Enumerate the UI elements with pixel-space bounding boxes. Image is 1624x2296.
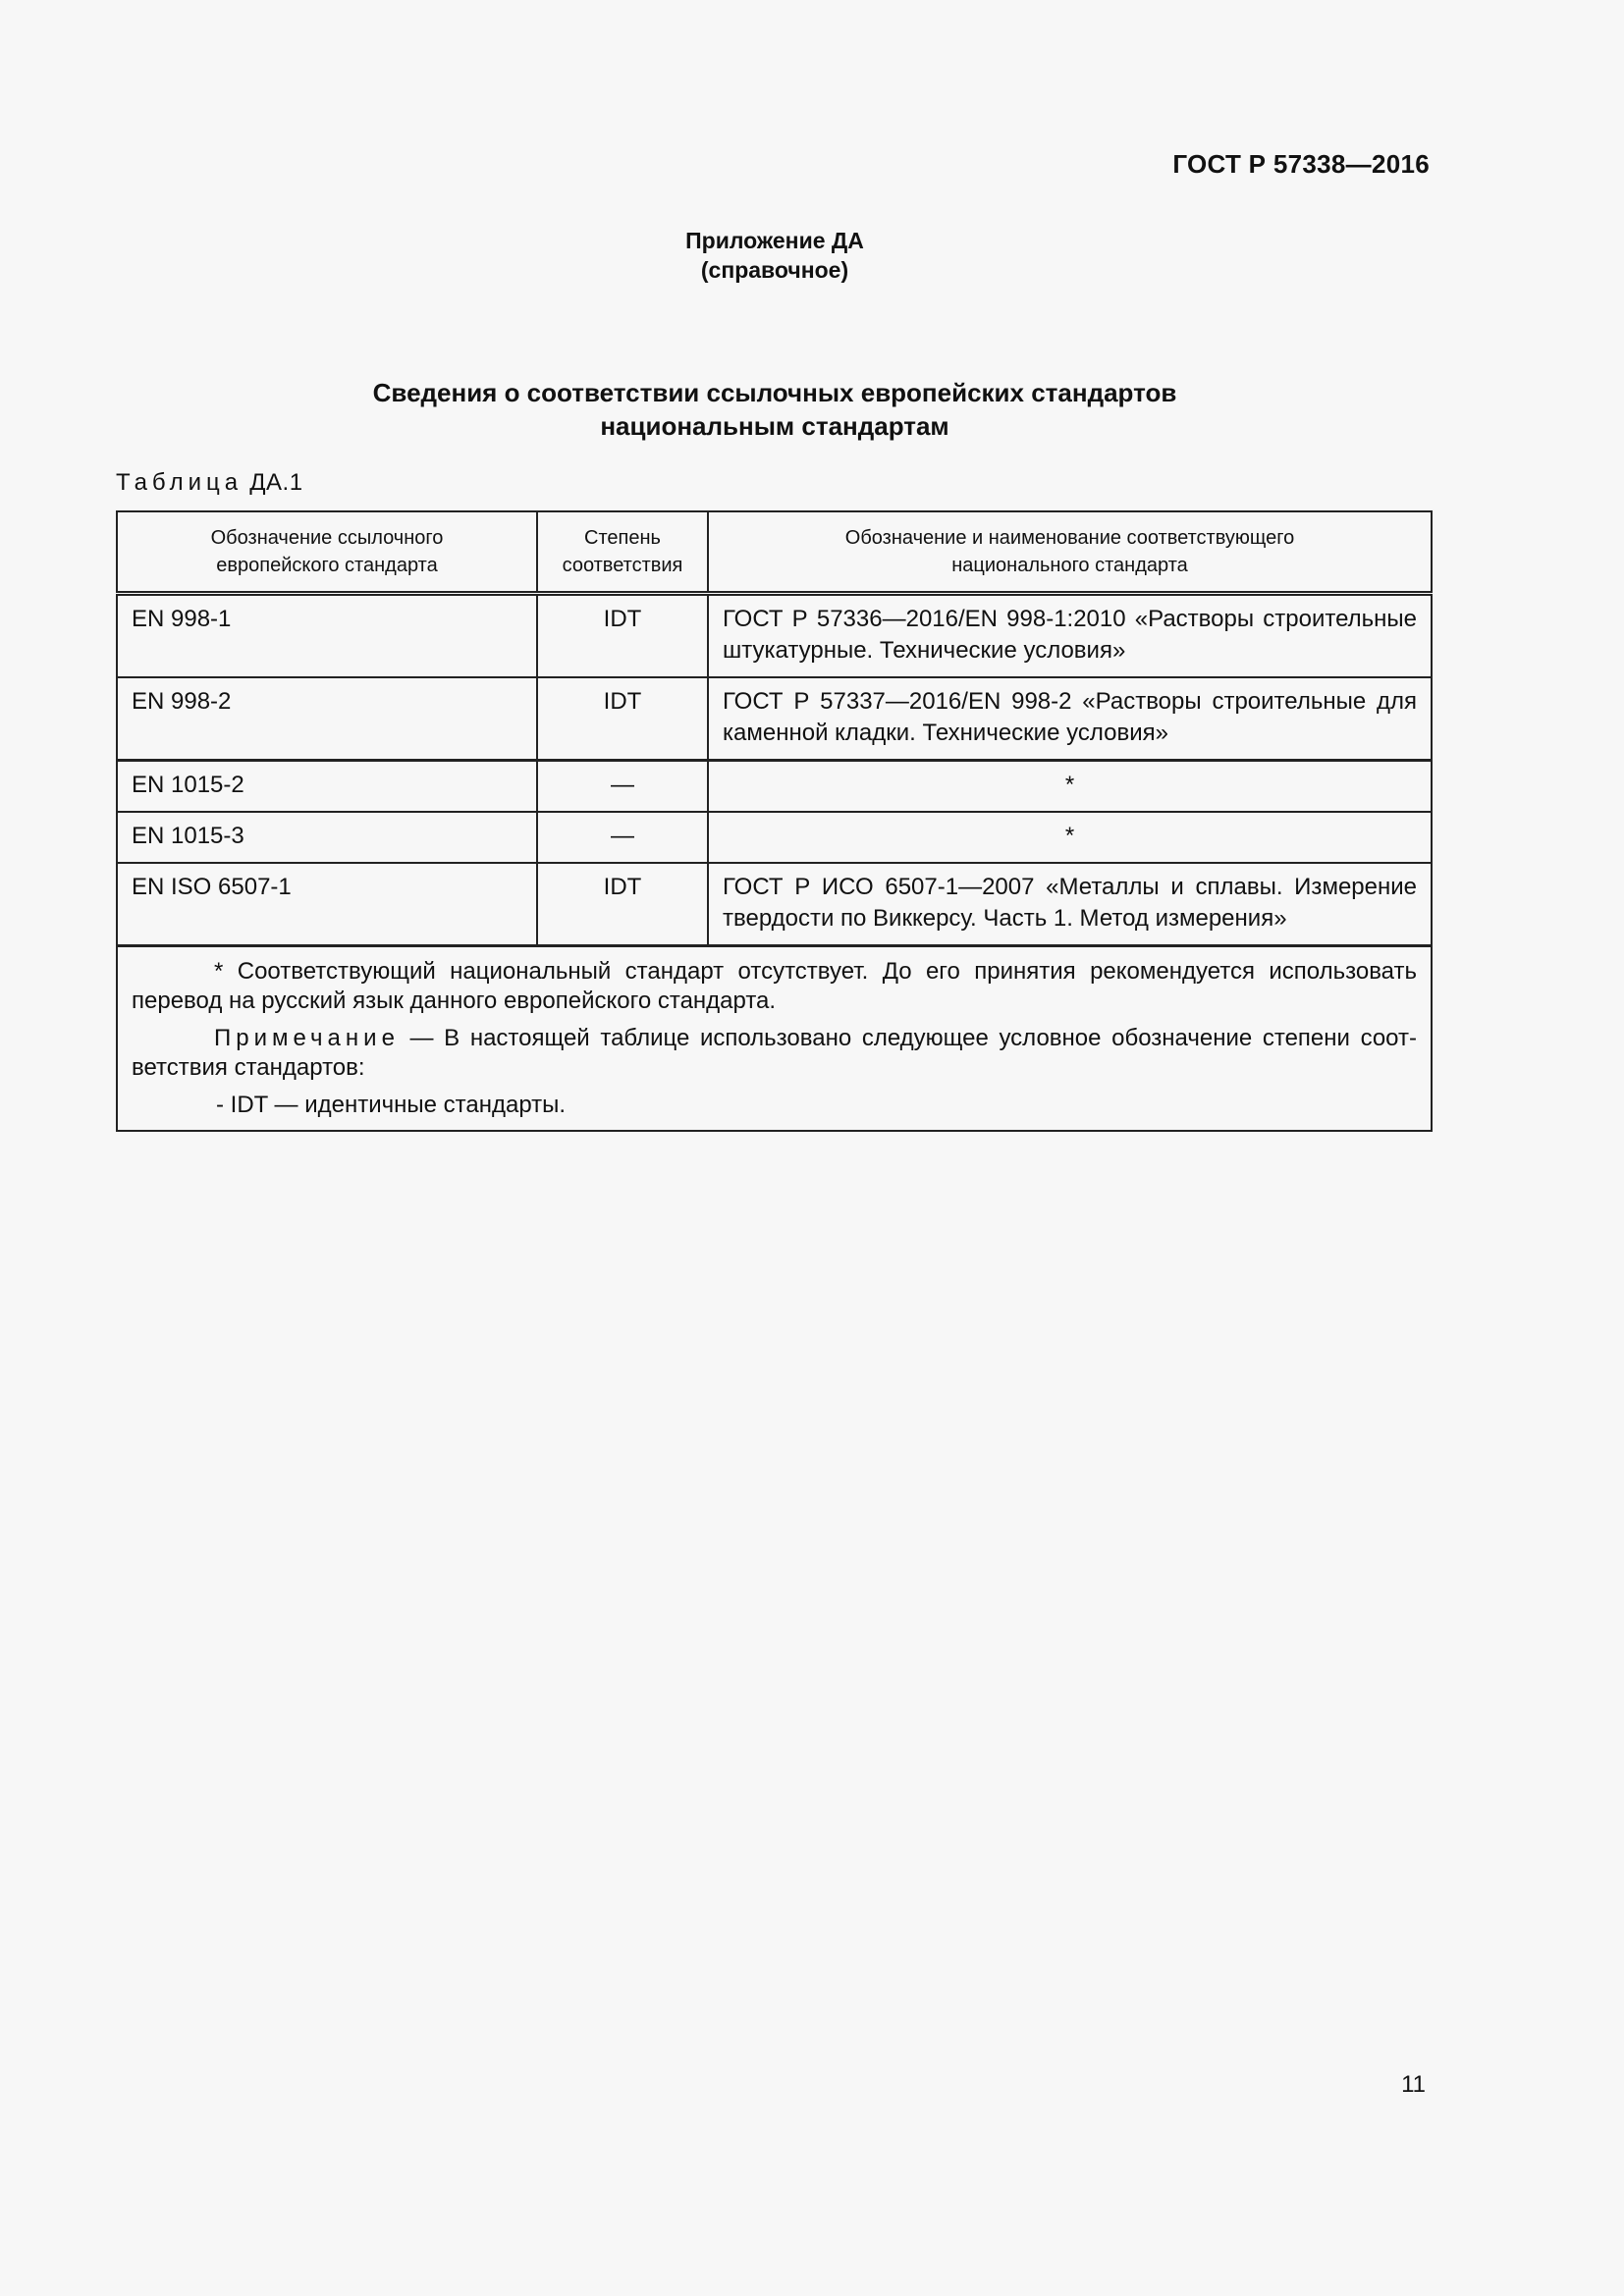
european-standard-code: EN 1015-3 bbox=[117, 812, 537, 863]
table-row bbox=[117, 863, 1432, 946]
correspondence-degree: — bbox=[537, 812, 708, 863]
national-standard-name: ГОСТ Р 57336—2016/EN 998-1:2010 «Растворы строительные штукатурные. Технические условия» bbox=[708, 594, 1432, 678]
european-standard-code: EN 1015-2 bbox=[117, 761, 537, 813]
table-row bbox=[117, 594, 1432, 678]
footnote-cell bbox=[117, 946, 1432, 1132]
document-code: ГОСТ Р 57338—2016 bbox=[1172, 149, 1430, 179]
appendix-heading bbox=[0, 226, 1549, 285]
section-title bbox=[0, 376, 1549, 443]
european-standard-code: EN 998-2 bbox=[117, 677, 537, 761]
correspondence-degree: IDT bbox=[537, 677, 708, 761]
national-standard-name: ГОСТ Р 57337—2016/EN 998-2 «Растворы строительные для каменной кладки. Технические условия» bbox=[708, 677, 1432, 761]
table-caption bbox=[116, 469, 303, 497]
section-title-line-1: Сведения о соответствии ссылочных европейских стандартов bbox=[372, 378, 1177, 407]
table-header-row bbox=[117, 511, 1432, 594]
note-label: Примечание bbox=[214, 1025, 400, 1051]
note-paragraph bbox=[132, 1024, 1417, 1083]
appendix-title: Приложение ДА bbox=[685, 228, 864, 253]
section-title-line-2: национальным стандартам bbox=[600, 411, 949, 441]
national-standard-name: * bbox=[708, 812, 1432, 863]
footnote-text: * Соответствующий национальный стандарт отсутствует. До его принятия рекомендуется использовать перевод на русский язык данного европейского стандарта. bbox=[132, 958, 1417, 1014]
table-row bbox=[117, 812, 1432, 863]
table-caption-number: ДА.1 bbox=[249, 469, 303, 496]
table-footnote-row bbox=[117, 946, 1432, 1132]
note-text: — В настоящей таблице использовано следующее условное обозначение степени соответствия стандартов: bbox=[132, 1025, 1417, 1081]
column-header-national-standard: Обозначение и наименование соответствующего национального стандарта bbox=[708, 511, 1432, 594]
european-standard-code: EN 998-1 bbox=[117, 594, 537, 678]
correspondence-degree: — bbox=[537, 761, 708, 813]
national-standard-name: * bbox=[708, 761, 1432, 813]
correspondence-degree: IDT bbox=[537, 863, 708, 946]
column-header-degree: Степень соответствия bbox=[537, 511, 708, 594]
european-standard-code: EN ISO 6507-1 bbox=[117, 863, 537, 946]
note-item: - IDT — идентичные стандарты. bbox=[216, 1092, 567, 1118]
appendix-subtitle: (справочное) bbox=[700, 257, 849, 283]
standards-correspondence-table bbox=[116, 510, 1433, 1132]
table-caption-label: Таблица bbox=[116, 469, 244, 496]
national-standard-name: ГОСТ Р ИСО 6507-1—2007 «Металлы и сплавы. Измерение твердости по Виккерсу. Часть 1. Метод измерения» bbox=[708, 863, 1432, 946]
column-header-european-standard: Обозначение ссылочного европейского стандарта bbox=[117, 511, 537, 594]
table-row bbox=[117, 677, 1432, 761]
page-number: 11 bbox=[1401, 2071, 1426, 2098]
table-row bbox=[117, 761, 1432, 813]
correspondence-degree: IDT bbox=[537, 594, 708, 678]
